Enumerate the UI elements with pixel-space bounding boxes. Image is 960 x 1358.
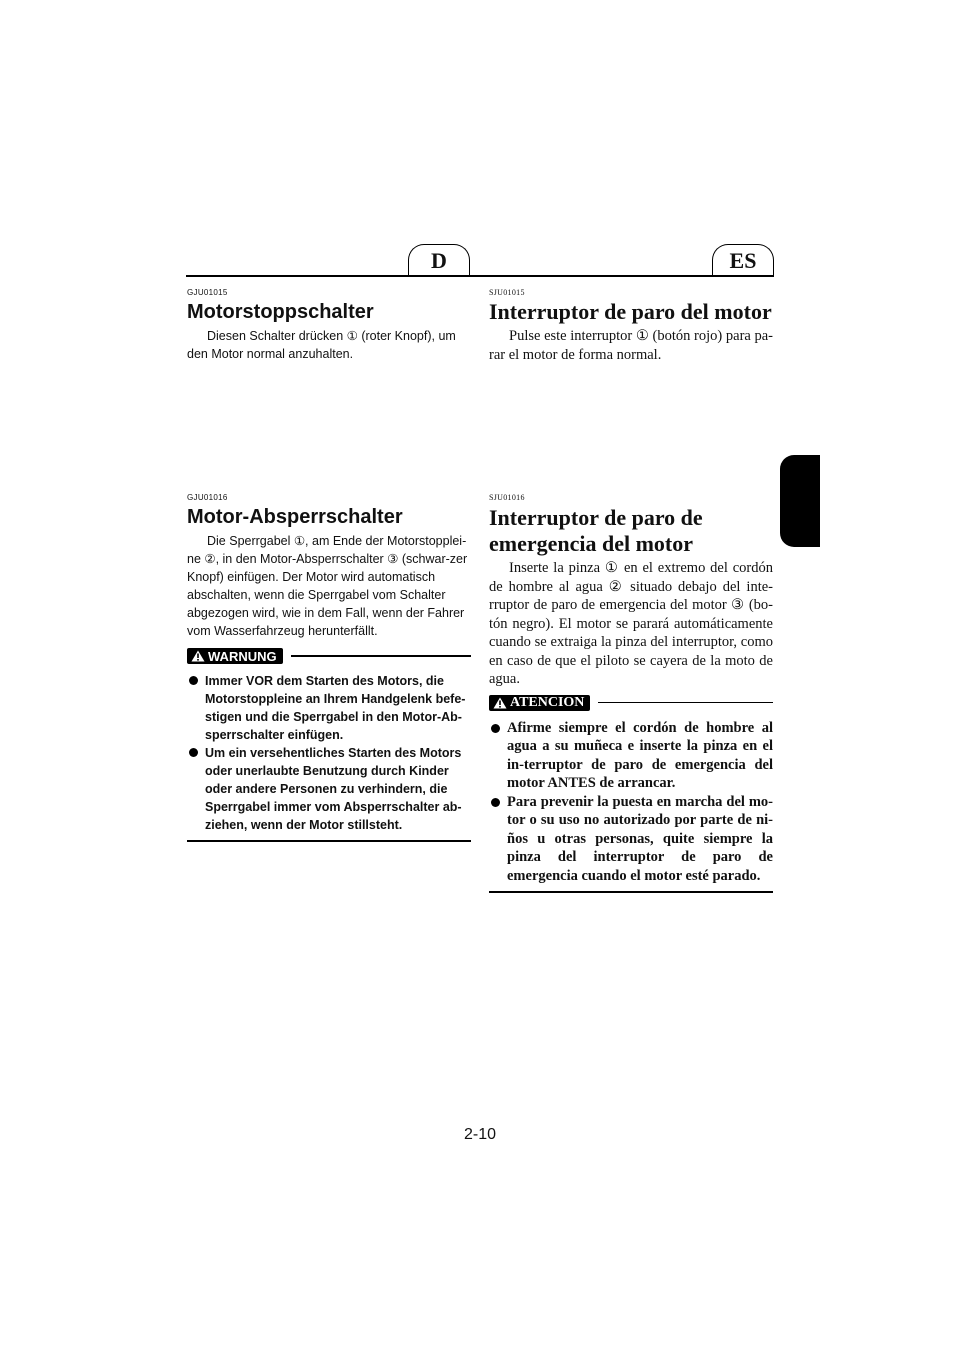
- bullet-icon: [189, 748, 198, 757]
- section-code: SJU01015: [489, 288, 525, 297]
- warning-label: ATENCION: [510, 694, 585, 710]
- warning-rule: [598, 702, 773, 704]
- section-code: GJU01016: [187, 493, 228, 502]
- language-tab-de: D: [408, 244, 470, 276]
- list-item: Um ein versehentliches Starten des Motors oder unerlaubte Benutzung durch Kinder oder andere Personen zu verhindern, die Sperrgabel immer vom Absperrschalter ab-ziehen, wenn der Motor stillsteht.: [187, 744, 471, 834]
- warning-badge: [489, 695, 590, 711]
- de-section-shutoff-switch: [187, 493, 471, 842]
- section-body: Diesen Schalter drücken ① (roter Knopf), um den Motor normal anzuhalten.: [187, 329, 456, 361]
- warning-end-rule: [187, 840, 471, 842]
- de-section-engine-stop: [187, 288, 471, 363]
- section-code: GJU01015: [187, 288, 228, 297]
- list-item: Para prevenir la puesta en marcha del mo-tor o su uso no autorizado por parte de ni-ños u otras personas, quite siempre la pinza del interruptor de paro de emergencia cuando el motor esté parado.: [489, 793, 773, 886]
- warning-triangle-icon: [493, 697, 507, 709]
- section-title: Motorstoppschalter: [187, 301, 374, 323]
- warning-list: [187, 672, 471, 834]
- warning-triangle-icon: [191, 650, 205, 662]
- section-code: SJU01016: [489, 493, 525, 502]
- warning-list: [489, 719, 773, 886]
- warning-rule: [291, 655, 471, 657]
- warning-end-rule: [489, 891, 773, 893]
- section-title: Interruptor de paro de emergencia del motor: [489, 505, 703, 556]
- section-title: Interruptor de paro del motor: [489, 299, 772, 324]
- bullet-icon: [491, 798, 500, 807]
- bullet-icon: [189, 676, 198, 685]
- list-item: Afirme siempre el cordón de hombre al agua a su muñeca e inserte la pinza en el in-terruptor de paro de emergencia del motor ANTES de arrancar.: [489, 719, 773, 793]
- warning-header: [489, 695, 773, 711]
- warning-header: [187, 648, 471, 664]
- chapter-side-tab: [780, 455, 820, 547]
- list-item: Immer VOR dem Starten des Motors, die Motorstoppleine an Ihrem Handgelenk befe-stigen und die Sperrgabel in den Motor-Ab-sperrschalter einfügen.: [187, 672, 471, 744]
- es-section-emergency-switch: [489, 493, 773, 893]
- language-tab-es: ES: [712, 244, 774, 276]
- es-section-engine-stop: [489, 288, 773, 364]
- bullet-icon: [491, 724, 500, 733]
- warning-label: WARNUNG: [208, 648, 277, 664]
- page-number: 2-10: [463, 1126, 497, 1143]
- section-body: Die Sperrgabel ①, am Ende der Motorstopplei-ne ②, in den Motor-Absperrschalter ③ (schwar-zer Knopf) einfügen. Der Motor wird automatisch abschalten, wenn die Sperrgabel vom Schalter abgezogen wird, wie in dem Fall, wenn der Fahrer vom Wasserfahrzeug herunterfällt.: [187, 534, 468, 638]
- warning-badge: [187, 648, 283, 664]
- section-body: Inserte la pinza ① en el extremo del cordón de hombre al agua ② situado debajo del inte-rruptor de paro de emergencia del motor ③ (bo-tón negro). El motor se parará automáticamente cuando se extraiga la pinza del interruptor, como en caso de que el piloto se cayera de la moto de agua.: [489, 560, 773, 687]
- header-rule: [186, 275, 774, 277]
- section-body: Pulse este interruptor ① (botón rojo) para pa-rar el motor de forma normal.: [489, 328, 773, 363]
- section-title: Motor-Absperrschalter: [187, 506, 403, 528]
